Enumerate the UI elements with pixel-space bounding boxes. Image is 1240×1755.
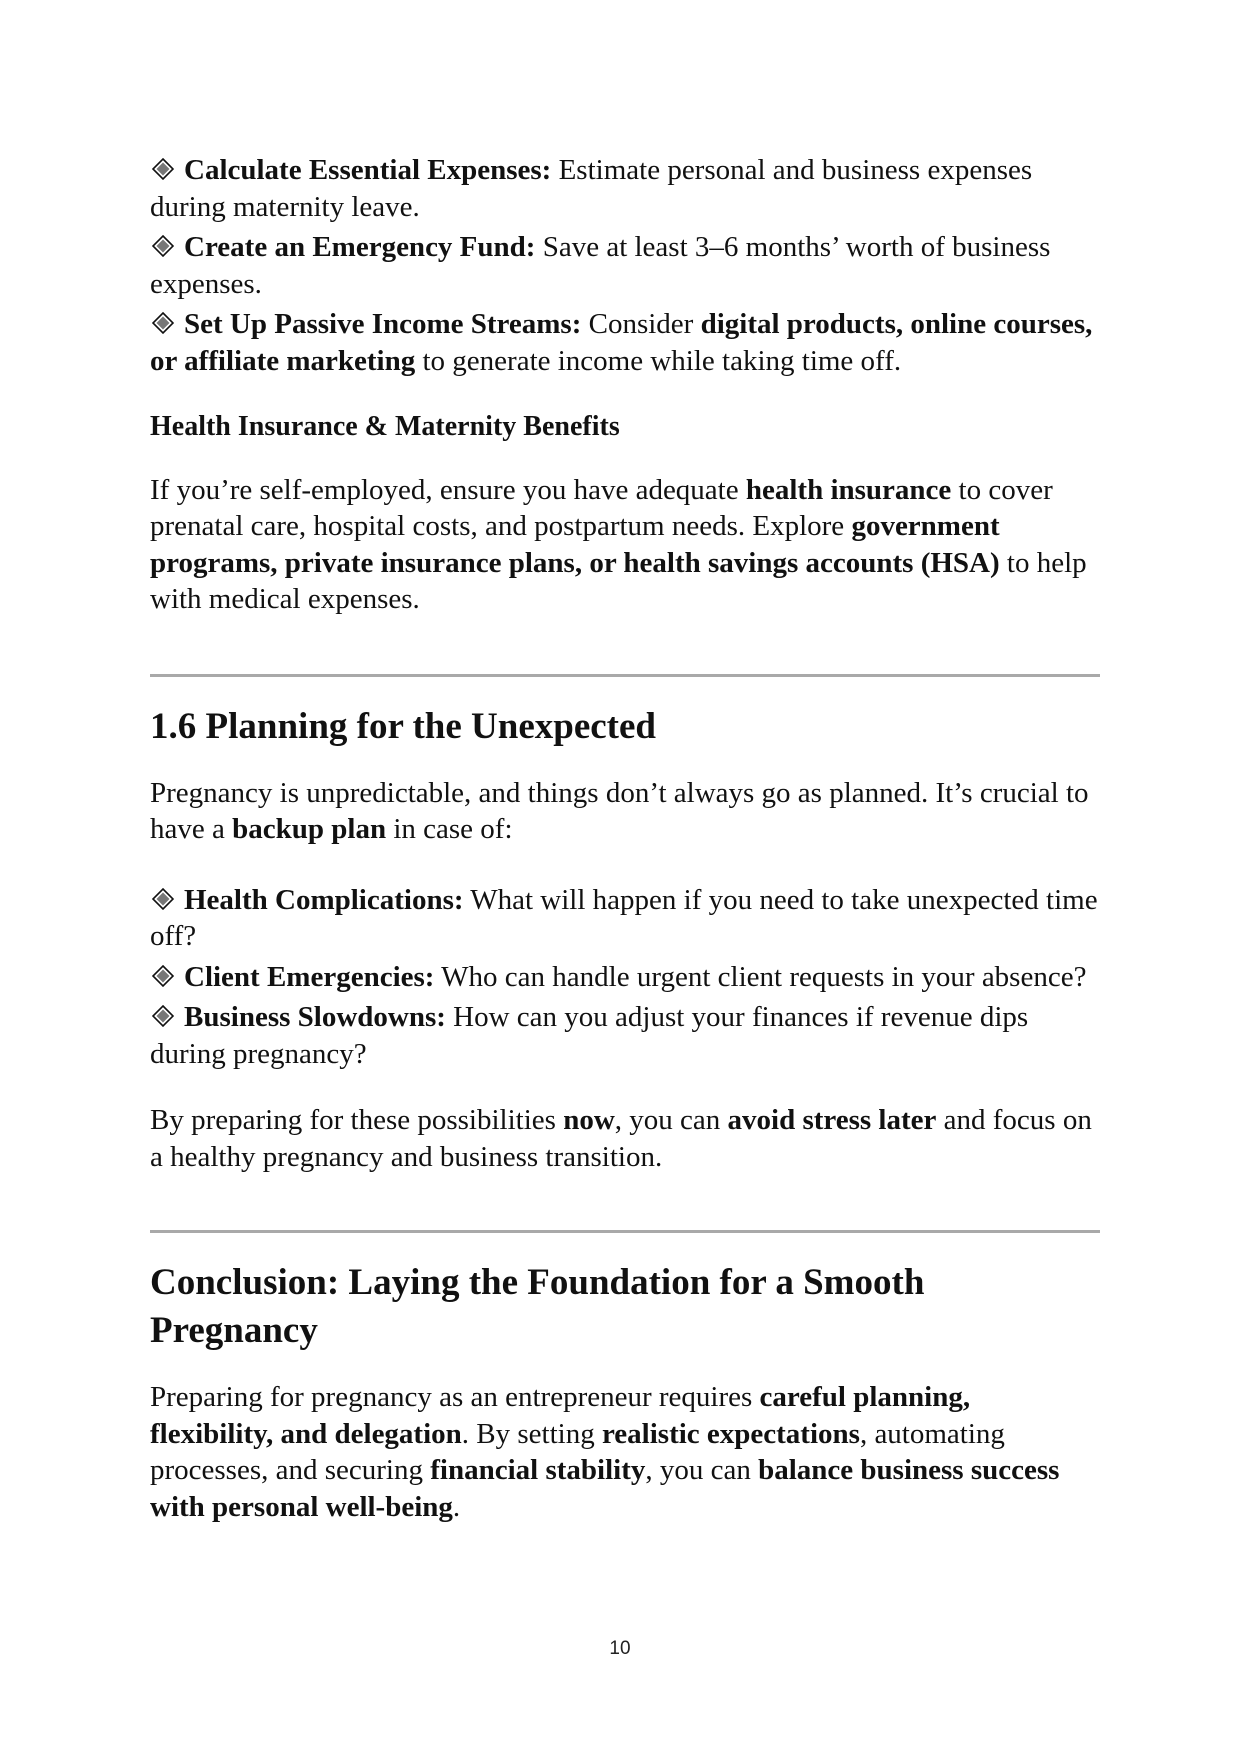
- list-item: [150, 959, 1100, 996]
- item-bold-label: Calculate Essential Expenses:: [184, 154, 552, 186]
- list-item: [150, 999, 1100, 1072]
- paragraph-text: , you can: [614, 1104, 728, 1136]
- paragraph-bold: now: [563, 1104, 615, 1136]
- paragraph-text: .: [452, 1490, 461, 1523]
- list-item: [150, 306, 1100, 379]
- item-text: How can you adjust your finances if revenue dips during pregnancy?: [150, 1001, 1029, 1070]
- item-text: Save at least 3–6 months’ worth of business expenses.: [150, 231, 1051, 300]
- paragraph-text: If you’re self-employed, ensure you have adequate: [150, 473, 746, 506]
- paragraph-bold: balance business success with personal well-being: [150, 1454, 1060, 1523]
- item-bold-label: Client Emergencies:: [184, 960, 435, 993]
- paragraph-text: Preparing for pregnancy as an entrepreneur requires: [150, 1381, 760, 1413]
- diamond-bullet-icon: [152, 235, 174, 257]
- item-text: Who can handle urgent client requests in your absence?: [434, 960, 1087, 993]
- paragraph-bold: government programs, private insurance plans, or health savings accounts (HSA): [150, 510, 1000, 579]
- subheading-health-insurance: Health Insurance & Maternity Benefits: [150, 411, 620, 442]
- section-heading-1-6: 1.6 Planning for the Unexpected: [150, 705, 657, 747]
- diamond-bullet-icon: [152, 1005, 174, 1027]
- item-bold-label: Health Complications:: [184, 883, 464, 916]
- conclusion-heading: Conclusion: Laying the Foundation for a Smooth Pregnancy: [150, 1262, 925, 1351]
- diamond-bullet-icon: [152, 312, 174, 334]
- paragraph-text: to help with medical expenses.: [150, 546, 1087, 615]
- paragraph-text: Pregnancy is unpredictable, and things don’t always go as planned. It’s crucial to have a: [150, 776, 1089, 845]
- section-divider: [150, 1230, 1100, 1233]
- diamond-bullet-icon: [152, 158, 174, 180]
- paragraph-bold: backup plan: [232, 813, 387, 845]
- section-divider: [150, 674, 1100, 677]
- paragraph-bold: health insurance: [745, 473, 952, 506]
- paragraph-text: , you can: [645, 1454, 759, 1486]
- paragraph-text: , automating processes, and securing: [150, 1417, 1005, 1486]
- unexpected-bullet-list: [150, 882, 1100, 1073]
- item-text: Consider: [581, 308, 701, 340]
- conclusion-paragraph: [150, 1379, 1100, 1525]
- document-page: [150, 152, 1100, 1525]
- paragraph-bold: financial stability: [430, 1454, 646, 1486]
- diamond-bullet-icon: [152, 888, 174, 910]
- item-bold-label: Set Up Passive Income Streams:: [184, 308, 582, 340]
- section-intro-paragraph: [150, 775, 1100, 848]
- page-number: 10: [609, 1638, 631, 1659]
- paragraph-text: By preparing for these possibilities: [150, 1104, 564, 1136]
- paragraph-text: in case of:: [386, 813, 513, 845]
- list-item: [150, 229, 1100, 302]
- item-text: to generate income while taking time off.: [415, 344, 902, 377]
- paragraph-text: . By setting: [461, 1417, 602, 1450]
- paragraph-bold: realistic expectations: [601, 1417, 860, 1450]
- item-bold-phrase: digital products, online courses, or affiliate marketing: [150, 308, 1093, 377]
- item-text: What will happen if you need to take unexpected time off?: [150, 883, 1098, 952]
- list-item: [150, 152, 1100, 225]
- paragraph-bold: careful planning, flexibility, and delegation: [150, 1381, 971, 1450]
- paragraph-bold: avoid stress later: [727, 1104, 937, 1136]
- item-bold-label: Business Slowdowns:: [184, 1001, 446, 1033]
- list-item: [150, 882, 1100, 955]
- top-bullet-list: [150, 152, 1100, 379]
- paragraph-text: to cover prenatal care, hospital costs, and postpartum needs. Explore: [150, 473, 1053, 542]
- section-closing-paragraph: [150, 1102, 1100, 1175]
- item-bold-label: Create an Emergency Fund:: [184, 231, 536, 263]
- health-paragraph: [150, 472, 1100, 618]
- diamond-bullet-icon: [152, 965, 174, 987]
- paragraph-text: and focus on a healthy pregnancy and business transition.: [150, 1104, 1092, 1173]
- item-text: Estimate personal and business expenses during maternity leave.: [150, 154, 1033, 223]
